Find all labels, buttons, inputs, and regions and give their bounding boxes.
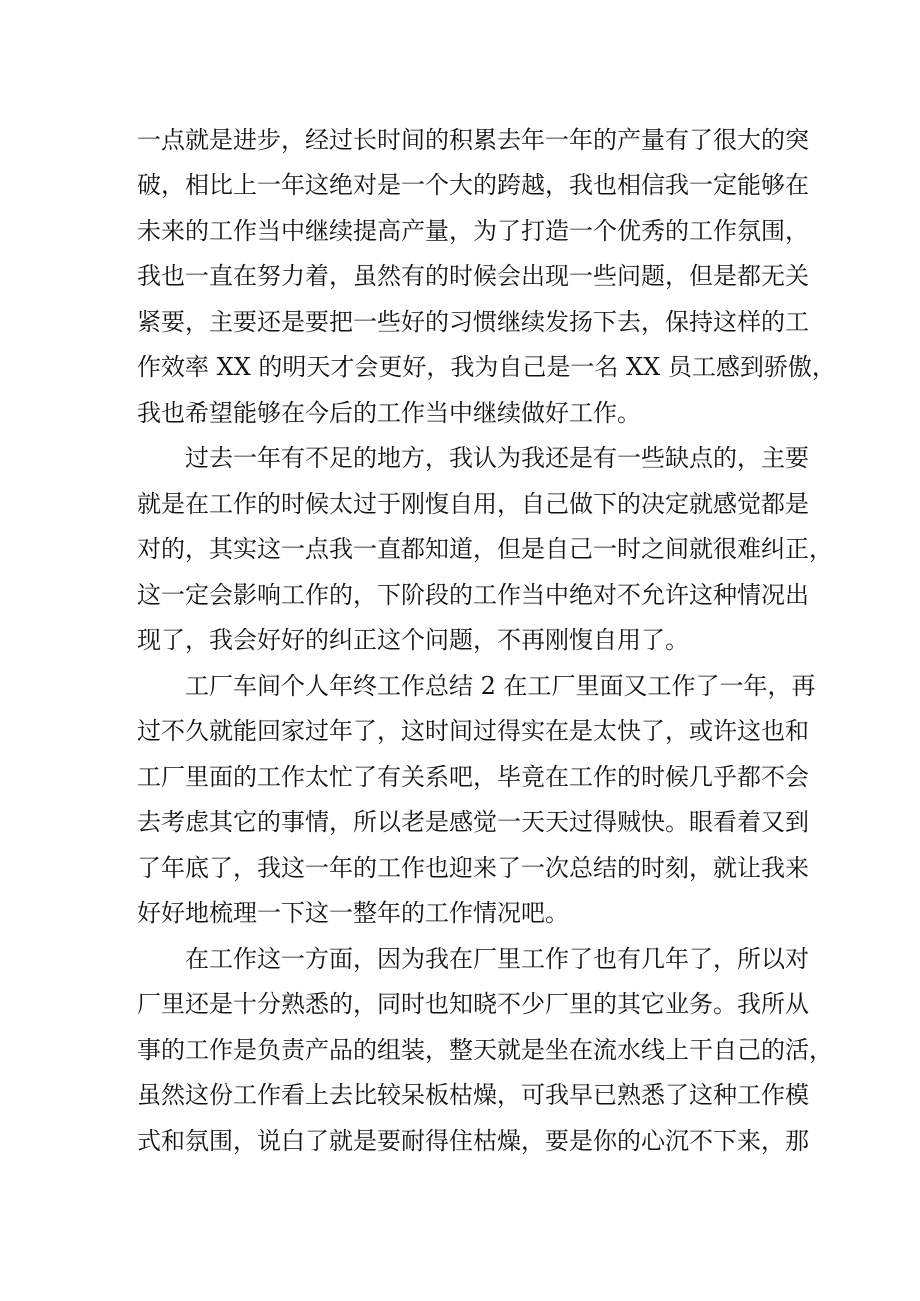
- text-line: 对的，其实这一点我一直都知道，但是自己一时之间就很难纠正，: [137, 535, 833, 563]
- paragraph-first-line: 过去一年有不足的地方，我认为我还是有一些缺点的，主要: [185, 444, 809, 472]
- paragraph-first-line: 在工作这一方面，因为我在厂里工作了也有几年了，所以对: [185, 945, 809, 973]
- text-line: 事的工作是负责产品的组装，整天就是坐在流水线上干自己的活，: [137, 1036, 833, 1064]
- text-line: 厂里还是十分熟悉的，同时也知晓不少厂里的其它业务。我所从: [137, 990, 809, 1018]
- text-line: 紧要，主要还是要把一些好的习惯继续发扬下去，保持这样的工: [137, 308, 809, 336]
- text-line: 未来的工作当中继续提高产量，为了打造一个优秀的工作氛围，: [137, 217, 809, 245]
- text-line: 就是在工作的时候太过于刚愎自用，自己做下的决定就感觉都是: [137, 490, 809, 518]
- text-line: 现了，我会好好的纠正这个问题，不再刚愎自用了。: [137, 626, 689, 654]
- text-line: 了年底了，我这一年的工作也迎来了一次总结的时刻，就让我来: [137, 854, 809, 882]
- text-line: 工厂里面的工作太忙了有关系吧，毕竟在工作的时候几乎都不会: [137, 763, 809, 791]
- text-line: 式和氛围，说白了就是要耐得住枯燥，要是你的心沉不下来，那: [137, 1127, 809, 1155]
- text-line: 虽然这份工作看上去比较呆板枯燥，可我早已熟悉了这种工作模: [137, 1081, 809, 1109]
- text-line: 过不久就能回家过年了，这时间过得实在是太快了，或许这也和: [137, 717, 809, 745]
- text-line: 我也希望能够在今后的工作当中继续做好工作。: [137, 399, 641, 427]
- text-line: 我也一直在努力着，虽然有的时候会出现一些问题，但是都无关: [137, 262, 809, 290]
- paragraph-first-line: 工厂车间个人年终工作总结 2 在工厂里面又工作了一年，再: [185, 672, 816, 700]
- text-line: 破，相比上一年这绝对是一个大的跨越，我也相信我一定能够在: [137, 171, 809, 199]
- text-line: 一点就是进步，经过长时间的积累去年一年的产量有了很大的突: [137, 126, 809, 154]
- text-line: 去考虑其它的事情，所以老是感觉一天天过得贼快。眼看着又到: [137, 808, 809, 836]
- text-line: 这一定会影响工作的，下阶段的工作当中绝对不允许这种情况出: [137, 581, 809, 609]
- text-line: 好好地梳理一下这一整年的工作情况吧。: [137, 899, 569, 927]
- text-line: 作效率 XX 的明天才会更好，我为自己是一名 XX 员工感到骄傲，: [137, 353, 836, 381]
